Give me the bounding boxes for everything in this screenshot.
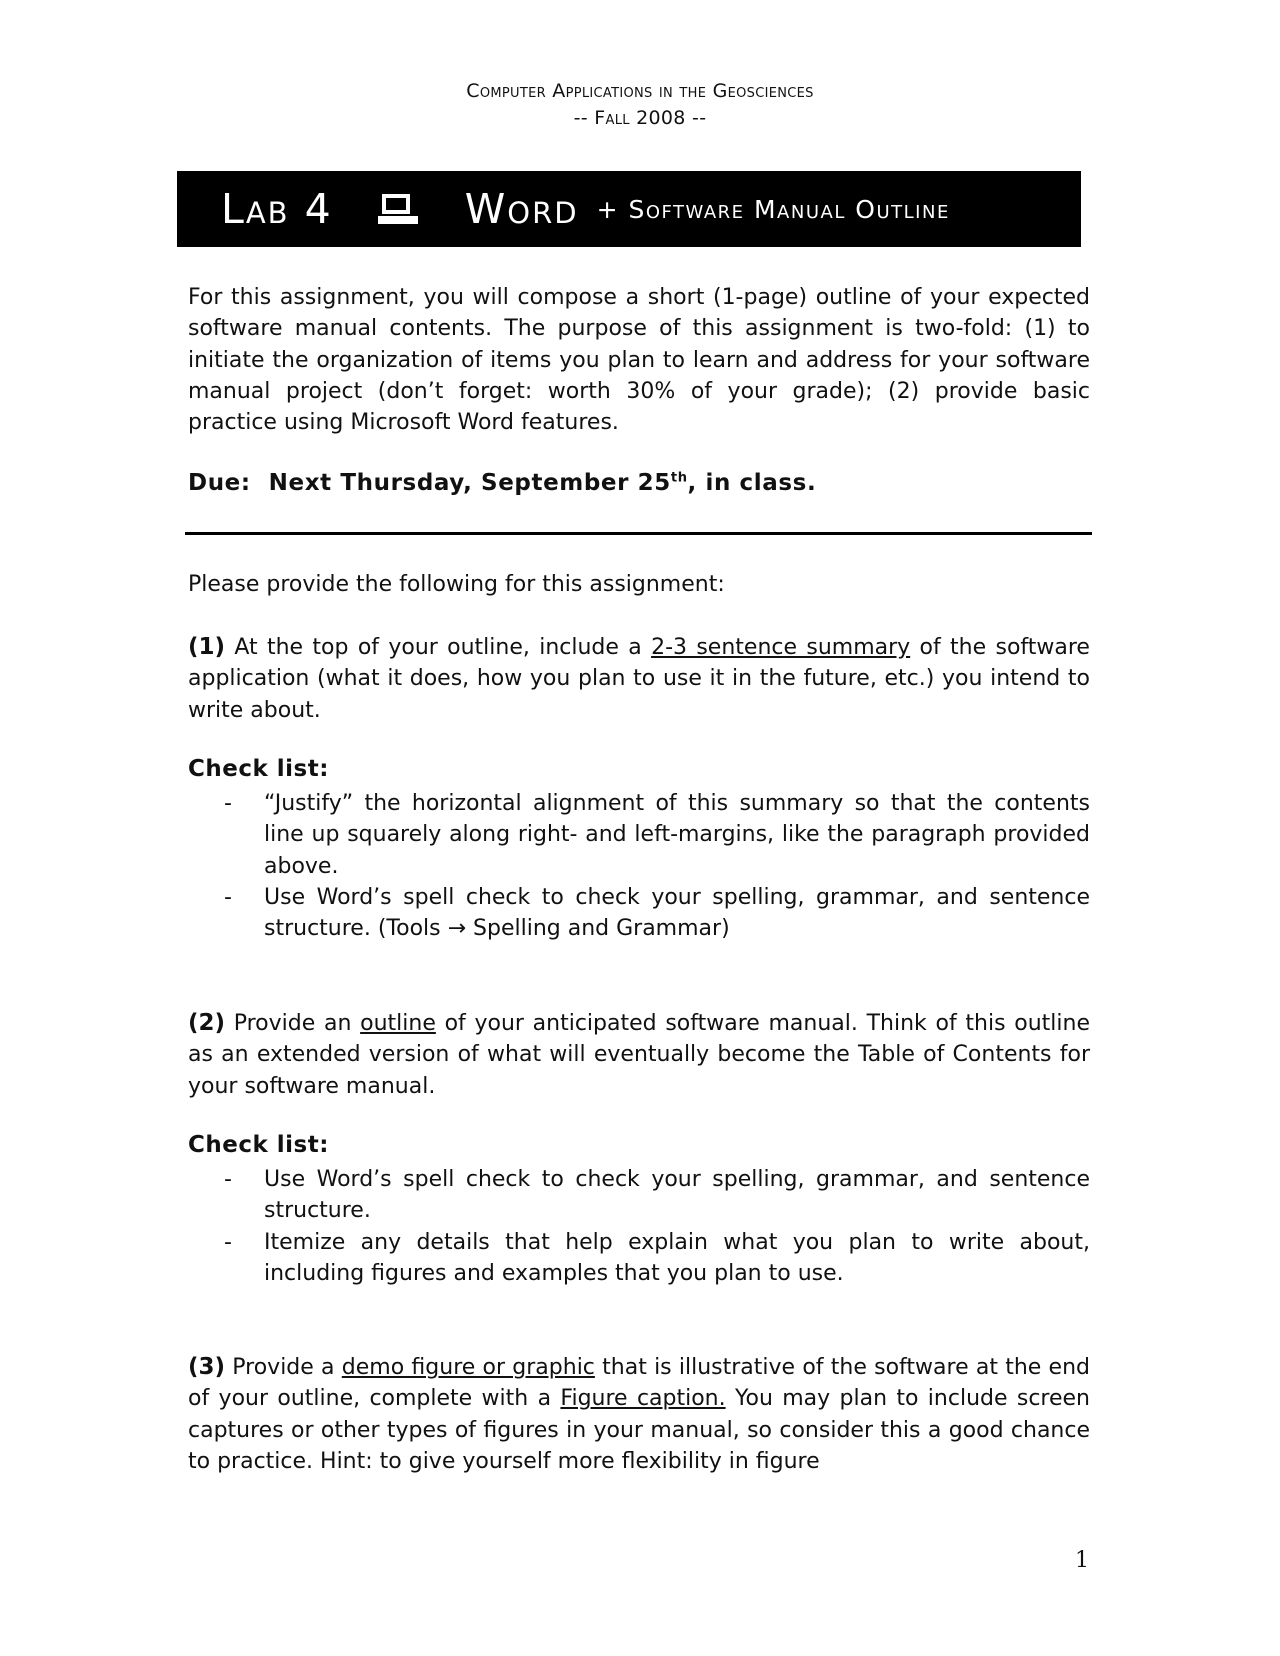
due-label: Due: [188, 470, 251, 496]
list-item: - “Justify” the horizontal alignment of this summary so that the contents line up squarely along right- and left-margins, like the paragraph provided above. [224, 791, 1090, 879]
course-title: Computer Applications in the Geosciences [466, 80, 814, 102]
figure-caption-emphasis: Figure caption. [560, 1386, 726, 1412]
requirement-text: that is illustrative of the software at the end of your outline, complete with a [188, 1355, 1090, 1412]
requirement-3 [188, 1352, 1090, 1477]
lab-subtitle: + Software Manual Outline [596, 194, 950, 224]
list-item-text: Use Word’s spell check to check your spelling, grammar, and sentence structure. [264, 1167, 1090, 1224]
lab-title-banner [177, 171, 1081, 247]
horizontal-divider [185, 532, 1092, 535]
instructions-intro: Please provide the following for this assignment: [188, 572, 725, 597]
course-header [0, 78, 1280, 132]
summary-emphasis: 2-3 sentence summary [651, 635, 911, 660]
checklist-2 [224, 1164, 1090, 1289]
requirement-2 [188, 1008, 1090, 1102]
lab-topic: Word [464, 185, 579, 233]
requirement-number: (1) [188, 634, 226, 660]
page-number: 1 [1075, 1548, 1089, 1573]
list-item: - Itemize any details that help explain what you plan to write about, including figures and examples that you plan to use. [224, 1229, 1090, 1286]
list-item: - Use Word’s spell check to check your spelling, grammar, and sentence structure. [224, 1167, 1090, 1224]
list-item: - Use Word’s spell check to check your spelling, grammar, and sentence structure. (Tools → Spelling and Grammar) [224, 884, 1090, 942]
requirement-number: (2) [188, 1010, 226, 1036]
requirement-text: Provide an [225, 1011, 361, 1036]
checklist-1 [224, 788, 1090, 944]
course-term: -- Fall 2008 -- [573, 107, 707, 129]
checklist-title: Check list: [188, 756, 329, 782]
due-text-end: , in class. [687, 470, 817, 496]
list-item-text: Itemize any details that help explain what you plan to write about, including figures and examples that you plan to use. [264, 1229, 1090, 1286]
requirement-text: of your anticipated software manual. Think of this outline as an extended version of what will eventually become the Table of Contents for your software manual. [188, 1011, 1090, 1099]
requirement-text: Provide a [225, 1355, 342, 1380]
requirement-1 [188, 632, 1090, 726]
requirement-text: of the software application (what it does, how you plan to use it in the future, etc.) you intend to write about. [188, 635, 1090, 723]
demo-figure-emphasis: demo figure or graphic [341, 1355, 595, 1380]
list-item-text: “Justify” the horizontal alignment of this summary so that the contents line up squarely along right- and left-margins, like the paragraph provided above. [264, 791, 1090, 879]
lab-number: Lab 4 [221, 185, 333, 233]
due-date [188, 470, 816, 496]
requirement-number: (3) [188, 1354, 226, 1380]
due-sup: th [670, 470, 688, 486]
list-item-text: Use Word’s spell check to check your spelling, grammar, and sentence structure. (Tools → Spelling and Grammar) [264, 884, 1090, 942]
checklist-title: Check list: [188, 1132, 329, 1158]
outline-emphasis: outline [360, 1011, 436, 1036]
intro-paragraph: For this assignment, you will compose a short (1-page) outline of your expected software manual contents. The purpose of this assignment is two-fold: (1) to initiate the organization of items you plan to learn and address for your software manual project (don’t forget: worth 30% of your grade); (2) provide basic practice using Microsoft Word features. [188, 285, 1090, 436]
requirement-text: You may plan to include screen captures or other types of figures in your manual, so consider this a good chance to practice. Hint: to give yourself more flexibility in figure [188, 1386, 1090, 1474]
due-text: Next Thursday, September 25 [268, 470, 671, 496]
computer-icon [378, 192, 418, 226]
requirement-text: At the top of your outline, include a [225, 635, 652, 660]
